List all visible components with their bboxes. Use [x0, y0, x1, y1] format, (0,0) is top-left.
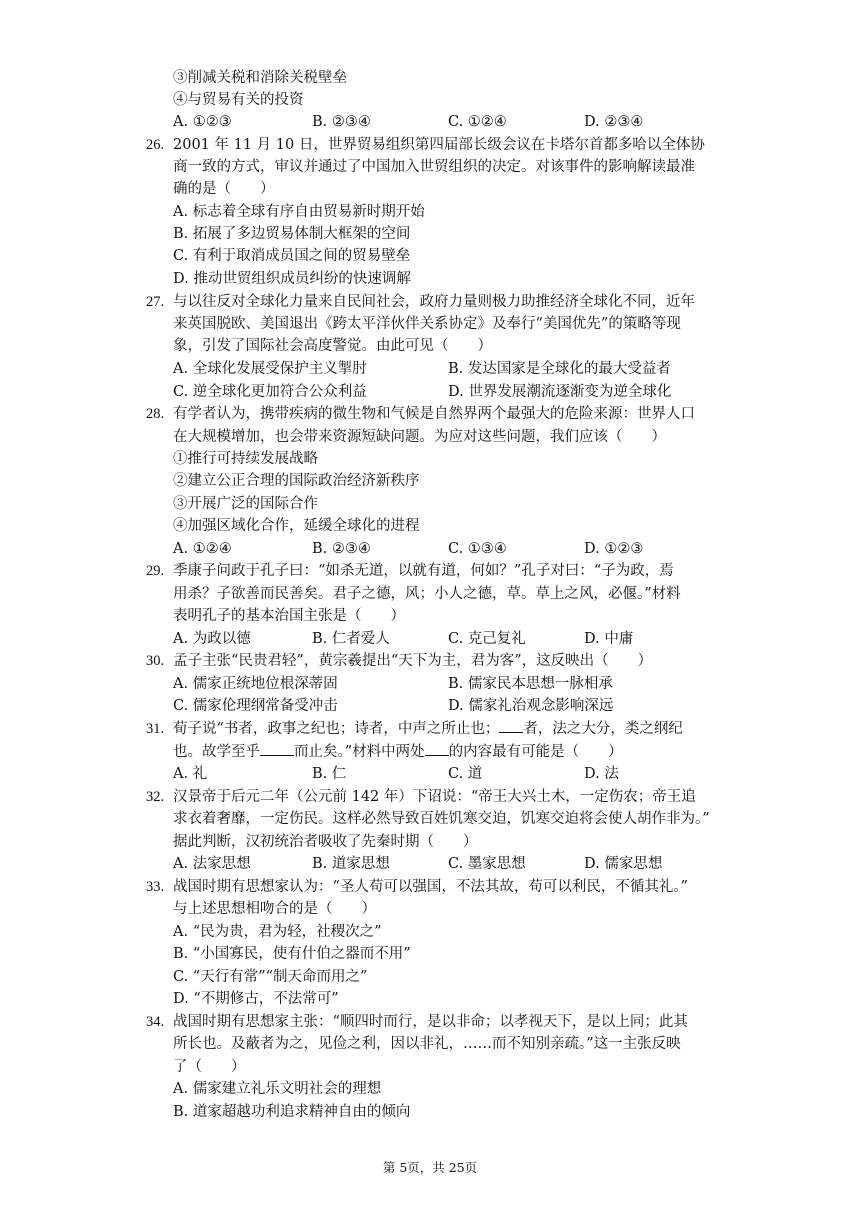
q29-option-c: C. 克己复礼: [448, 631, 526, 647]
q29-option-d: D. 中庸: [584, 631, 634, 647]
q26-option-c: C. 有利于取消成员国之间的贸易壁垒: [173, 248, 411, 264]
q31-option-b: B. 仁: [312, 766, 347, 782]
q32-stem-line-3: 据此判断，汉初统治者吸收了先秦时期（ ）: [173, 834, 478, 850]
q29-stem-line-2: 用杀？子欲善而民善矣。君子之德，风；小人之德，草。草上之风，必偃。”材料: [173, 586, 681, 602]
q34-stem-line-2: 所长也。及蔽者为之，见俭之利，因以非礼，……而不知别亲疏。”这一主张反映: [173, 1036, 681, 1052]
q30-stem-line-1: 孟子主张“民贵君轻”，黄宗羲提出“天下为主，君为客”，这反映出（ ）: [173, 653, 653, 669]
q32-option-d: D. 儒家思想: [584, 856, 663, 872]
q32-option-b: B. 道家思想: [312, 856, 390, 872]
q31-option-c: C. 道: [448, 766, 483, 782]
q28-item-1: ①推行可持续发展战略: [173, 451, 318, 467]
q28-option-a: A. ①②④: [173, 541, 232, 557]
q27-option-d: D. 世界发展潮流逐渐变为逆全球化: [448, 384, 672, 400]
q29-option-b: B. 仁者爱人: [312, 631, 390, 647]
q33-stem-line-1: 战国时期有思想家认为：“圣人苟可以强国，不法其故，苟可以利民，不循其礼。”: [173, 879, 689, 895]
q27-option-b: B. 发达国家是全球化的最大受益者: [448, 361, 671, 377]
q33-number: 33.: [146, 879, 165, 895]
q31-option-d: D. 法: [584, 766, 619, 782]
q34-stem-line-3: 了（ ）: [173, 1059, 246, 1075]
q34-option-a: A. 儒家建立礼乐文明社会的理想: [173, 1081, 382, 1097]
q32-stem-line-1: 汉景帝于后元二年（公元前 142 年）下诏说：“帝王大兴土木，一定伤农；帝王追: [173, 789, 696, 805]
q30-option-d: D. 儒家礼治观念影响深远: [448, 698, 614, 714]
q32-number: 32.: [146, 789, 165, 805]
q32-option-c: C. 墨家思想: [448, 856, 526, 872]
q31-stem-part-c: 也。故学至乎: [173, 744, 260, 760]
q31-stem-part-e: 的内容最有可能是（ ）: [448, 744, 623, 760]
q31-stem-part-d: 而止矣。”材料中两处: [294, 744, 425, 760]
q31-blank-3: [425, 741, 449, 756]
q26-option-d: D. 推动世贸组织成员纠纷的快速调解: [173, 271, 411, 287]
q26-stem-line-1: 2001 年 11 月 10 日，世界贸易组织第四届部长级会议在卡塔尔首都多哈以全体协: [173, 137, 705, 153]
q33-option-d: D. “不期修古，不法常可”: [173, 991, 339, 1007]
q34-stem-line-1: 战国时期有思想家主张：“顺四时而行，是以非命；以孝视天下，是以上同；此其: [173, 1014, 688, 1030]
q33-option-b: B. “小国寡民，使有什伯之器而不用”: [173, 946, 411, 962]
q27-option-a: A. 全球化发展受保护主义掣肘: [173, 361, 367, 377]
q28-number: 28.: [146, 406, 165, 422]
q26-stem-line-2: 商一致的方式，审议并通过了中国加入世贸组织的决定。对该事件的影响解读最准: [173, 159, 695, 175]
q34-option-b: B. 道家超越功利追求精神自由的倾向: [173, 1104, 411, 1120]
q27-stem-line-2: 来英国脱欧、美国退出《跨太平洋伙伴关系协定》及奉行“美国优先”的策略等现: [173, 316, 681, 332]
q31-stem-line-2: [173, 741, 623, 763]
q30-number: 30.: [146, 653, 165, 669]
q25-item-3: ③削减关税和消除关税壁垒: [173, 70, 347, 86]
q28-option-b: B. ②③④: [312, 541, 371, 557]
q26-stem-line-3: 确的是（ ）: [173, 181, 275, 197]
q32-option-a: A. 法家思想: [173, 856, 251, 872]
q28-stem-line-1: 有学者认为，携带疾病的微生物和气候是自然界两个最强大的危险来源：世界人口: [173, 406, 695, 422]
q31-stem-part-a: 荀子说“书者，政事之纪也；诗者，中声之所止也；: [173, 721, 500, 737]
q34-number: 34.: [146, 1014, 165, 1030]
q27-stem-line-1: 与以往反对全球化力量来自民间社会，政府力量则极力助推经济全球化不同，近年: [173, 294, 695, 310]
q30-option-a: A. 儒家正统地位根深蒂固: [173, 676, 338, 692]
q26-option-a: A. 标志着全球有序自由贸易新时期开始: [173, 204, 425, 220]
page-footer: 第 5页，共 25页: [382, 1160, 478, 1175]
q33-option-c: C. “天行有常”“制天命而用之”: [173, 969, 368, 985]
q27-stem-line-3: 象，引发了国际社会高度警觉。由此可见（ ）: [173, 338, 492, 354]
q31-number: 31.: [146, 721, 165, 737]
q28-option-c: C. ①③④: [448, 541, 507, 557]
q31-blank-2: [260, 741, 294, 756]
q26-number: 26.: [146, 137, 165, 153]
q31-stem-line-1: [173, 718, 683, 740]
q30-option-c: C. 儒家伦理纲常备受冲击: [173, 698, 338, 714]
q25-item-4: ④与贸易有关的投资: [173, 92, 304, 108]
q29-stem-line-1: 季康子问政于孔子曰：“如杀无道，以就有道，何如？”孔子对曰：“子为政，焉: [173, 563, 674, 579]
q28-item-2: ②建立公正合理的国际政治经济新秩序: [173, 473, 420, 489]
q27-number: 27.: [146, 294, 165, 310]
q32-stem-line-2: 求衣着奢靡，一定伤民。这样必然导致百姓饥寒交迫，饥寒交迫将会使人胡作非为。”: [173, 811, 710, 827]
q28-stem-line-2: 在大规模增加，也会带来资源短缺问题。为应对这些问题，我们应该（ ）: [173, 429, 666, 445]
q27-option-c: C. 逆全球化更加符合公众利益: [173, 384, 367, 400]
q31-stem-part-b: 者，法之大分，类之纲纪: [523, 721, 683, 737]
q33-stem-line-2: 与上述思想相吻合的是（ ）: [173, 901, 376, 917]
q29-stem-line-3: 表明孔子的基本治国主张是（ ）: [173, 608, 405, 624]
q29-number: 29.: [146, 563, 165, 579]
q25-option-c: C. ①②④: [448, 114, 507, 130]
q28-item-3: ③开展广泛的国际合作: [173, 496, 318, 512]
q28-item-4: ④加强区域化合作，延缓全球化的进程: [173, 518, 420, 534]
q31-blank-1: [499, 718, 523, 733]
q30-option-b: B. 儒家民本思想一脉相承: [448, 676, 613, 692]
q25-option-d: D. ②③④: [584, 114, 644, 130]
q25-option-a: A. ①②③: [173, 114, 232, 130]
q31-option-a: A. 礼: [173, 766, 208, 782]
q26-option-b: B. 拓展了多边贸易体制大框架的空间: [173, 226, 411, 242]
q29-option-a: A. 为政以德: [173, 631, 251, 647]
q28-option-d: D. ①②③: [584, 541, 644, 557]
q25-option-b: B. ②③④: [312, 114, 371, 130]
q33-option-a: A. “民为贵，君为轻，社稷次之”: [173, 924, 382, 940]
